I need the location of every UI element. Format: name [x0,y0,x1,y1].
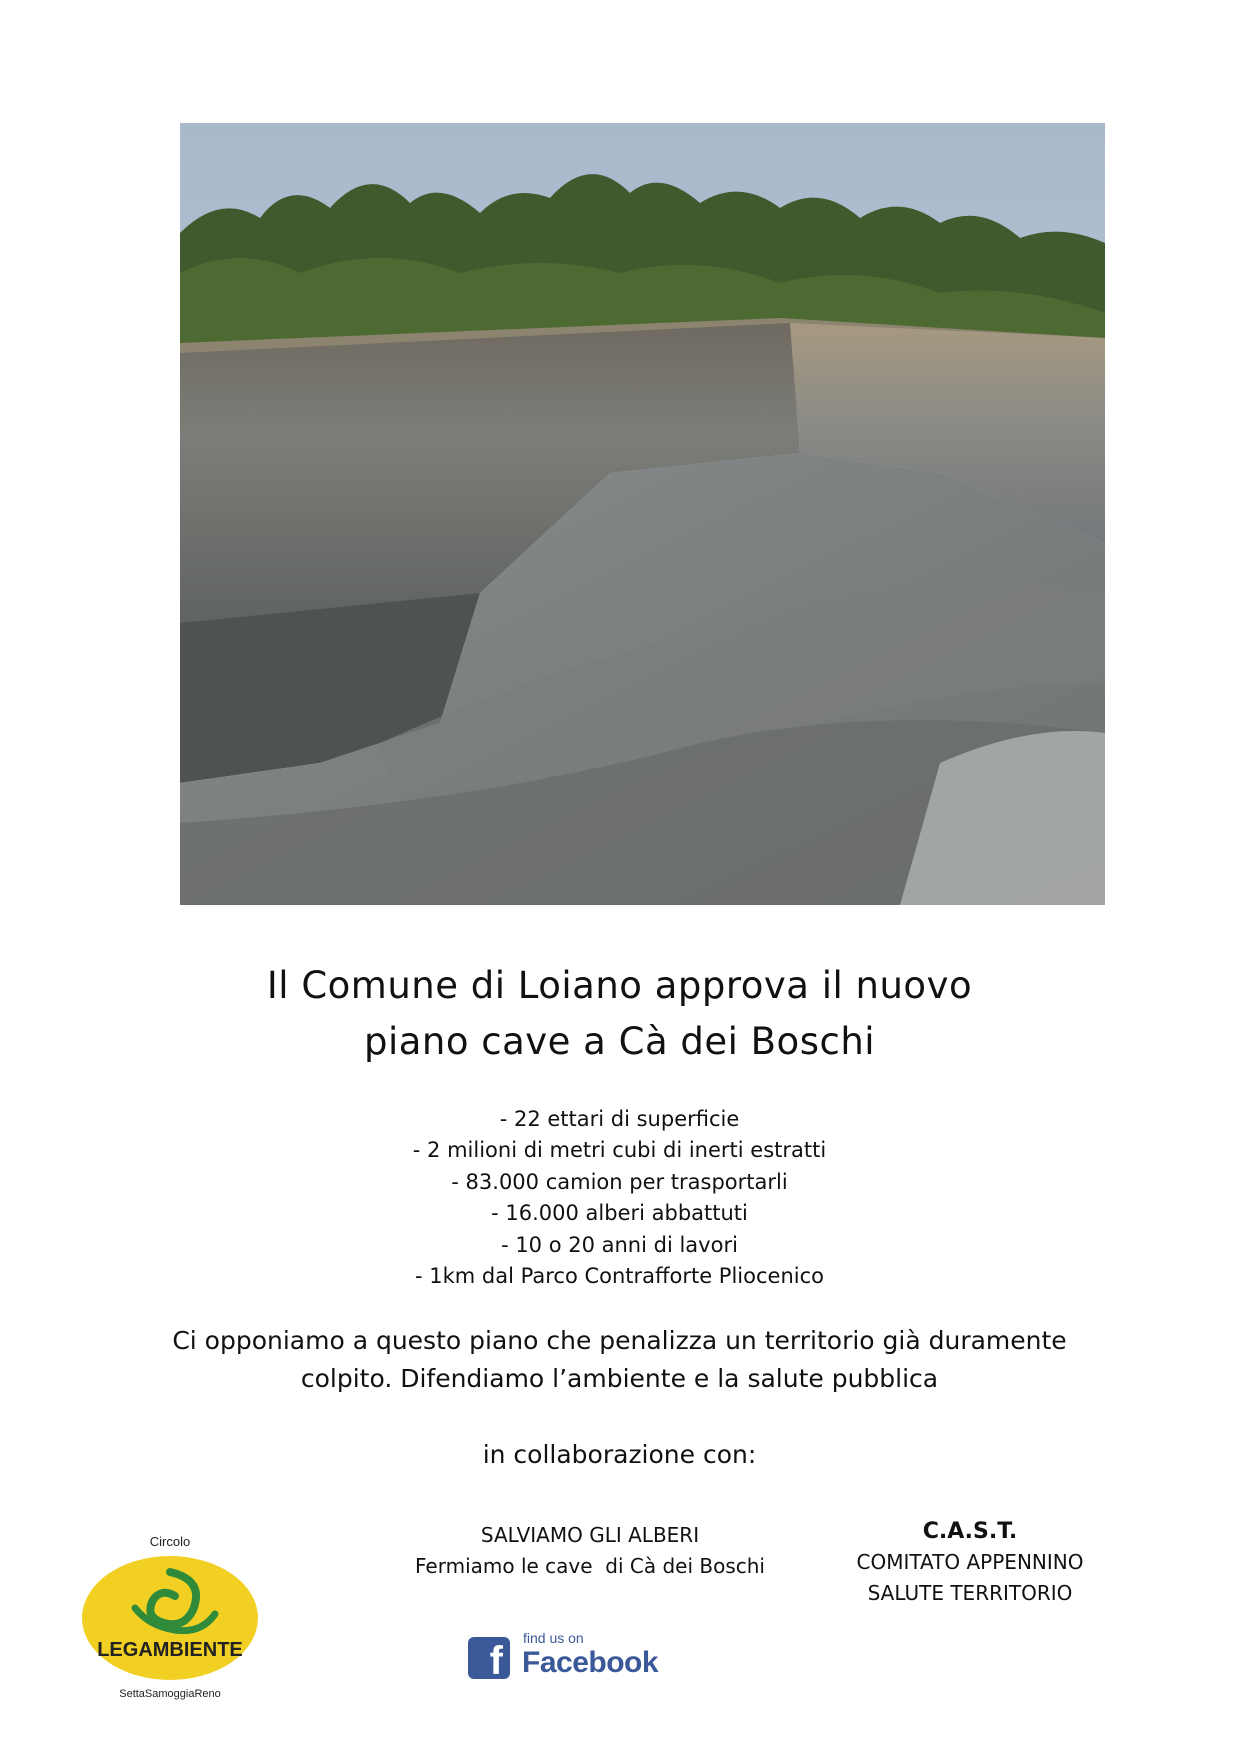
salviamo-group [330,1520,850,1582]
fact-item: - 10 o 20 anni di lavori [501,1232,738,1257]
fact-item: - 83.000 camion per trasportarli [451,1169,788,1194]
appeal-line-2: colpito. Difendiamo l’ambiente e la salute pubblica [300,1364,939,1393]
legambiente-bottom-label: SettaSamoggiaReno [119,1688,221,1700]
fact-item: - 1km dal Parco Contrafforte Pliocenico [415,1264,824,1289]
legambiente-name: LEGAMBIENTE [97,1639,243,1661]
legambiente-logo-graphic [65,1530,275,1700]
headline-line-2: piano cave a Cà dei Boschi [363,1020,876,1063]
fact-item: - 2 milioni di metri cubi di inerti estratti [412,1138,827,1163]
headline-line-1: Il Comune di Loiano approva il nuovo [266,964,973,1007]
fact-item: - 16.000 alberi abbattuti [491,1201,748,1226]
legambiente-logo [65,1530,275,1700]
cast-line-2: SALUTE TERRITORIO [867,1581,1073,1605]
salviamo-line-1: SALVIAMO GLI ALBERI [480,1523,700,1547]
salviamo-line-2: Fermiamo le cave di Cà dei Boschi [415,1554,765,1578]
headline [0,958,1239,1070]
quarry-photo [180,123,1105,905]
facts-list [0,1104,1239,1292]
cast-line-1: COMITATO APPENNINO [856,1550,1084,1574]
appeal-text [0,1322,1239,1398]
facebook-icon: f [468,1637,510,1679]
fact-item: - 22 ettari di superficie [499,1107,740,1131]
collaboration-label: in collaborazione con: [482,1440,757,1469]
quarry-illustration [180,123,1105,905]
facebook-wordmark: Facebook [522,1646,659,1679]
appeal-line-1: Ci opponiamo a questo piano che penalizza un territorio già duramente [172,1326,1067,1355]
facebook-find-us: find us on [523,1630,584,1646]
legambiente-top-label: Circolo [149,1534,191,1549]
facebook-badge[interactable] [468,1630,668,1690]
cast-abbreviation: C.A.S.T. [922,1519,1018,1544]
cast-group [830,1516,1110,1609]
